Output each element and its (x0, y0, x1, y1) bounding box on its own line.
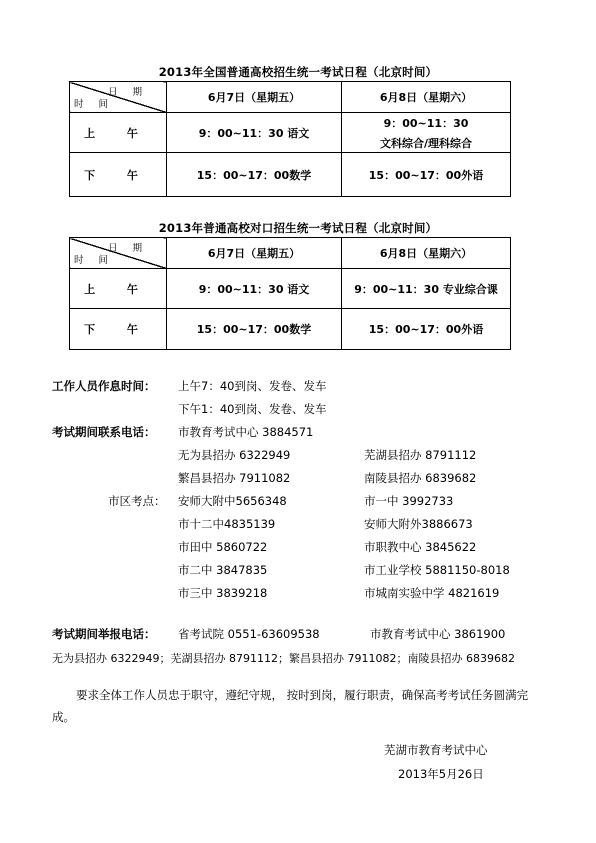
venue-item: 市工业学校 5881150-8018 (364, 563, 510, 577)
schedule1-title: 2013年全国普通高校招生统一考试日程（北京时间） (158, 65, 438, 79)
staff-hours-label: 工作人员作息时间： (52, 379, 156, 393)
schedule1-cell-pm-day2: 15：00~17：00外语 (342, 153, 511, 197)
signature-org: 芜湖市教育考试中心 (384, 743, 488, 757)
contacts-label: 考试期间联系电话： (52, 425, 156, 439)
report-item: 市教育考试中心 3861900 (370, 627, 506, 641)
schedule2-corner-cell (70, 238, 167, 269)
corner-time-label: 时 间 (74, 99, 115, 110)
schedule2-cell-am-day2: 9：00~11：30 专业综合课 (342, 269, 511, 309)
venue-item: 市十二中4835139 (178, 517, 276, 531)
report-county-line: 无为县招办 6322949；芜湖县招办 8791112；繁昌县招办 7911082；南陵县招办 6839682 (52, 652, 515, 665)
schedule1-cell-pm-day1: 15：00~17：00数学 (167, 153, 342, 197)
staff-hours-pm: 下午1：40到岗、发卷、发车 (178, 402, 327, 416)
schedule1-corner-cell (70, 82, 167, 113)
venue-item: 市二中 3847835 (178, 563, 268, 577)
contact-item: 芜湖县招办 8791112 (364, 448, 477, 462)
schedule1-cell-am-day2 (342, 113, 511, 153)
venue-item: 安师大附外3886673 (364, 517, 473, 531)
venue-item: 市三中 3839218 (178, 586, 268, 600)
venue-item: 市城南实验中学 4821619 (364, 586, 500, 600)
schedule1-cell-am-day2-subject: 文科综合/理科综合 (379, 136, 473, 150)
venues-label: 市区考点： (108, 494, 166, 508)
schedule1-col2-header: 6月8日（星期六） (342, 82, 511, 113)
signature-date: 2013年5月26日 (398, 767, 484, 781)
staff-hours-am: 上午7：40到岗、发卷、发车 (178, 379, 327, 393)
corner-date-label: 日 期 (107, 87, 148, 98)
venue-item: 市一中 3992733 (364, 494, 454, 508)
venue-item: 安师大附中5656348 (178, 494, 287, 508)
report-label: 考试期间举报电话： (52, 627, 156, 641)
schedule1-period-am: 上 午 (70, 113, 167, 153)
schedule2-cell-pm-day1: 15：00~17：00数学 (167, 309, 342, 350)
contact-item: 南陵县招办 6839682 (364, 471, 477, 485)
notice-paragraph: 要求全体工作人员忠于职守，遵纪守规， 按时到岗，履行职责，确保高考考试任务圆满完成。 (52, 688, 529, 724)
schedule2-col1-header: 6月7日（星期五） (167, 238, 342, 269)
schedule2-table (69, 237, 511, 350)
schedule1-period-pm: 下 午 (70, 153, 167, 197)
schedule2-title: 2013年普通高校对口招生统一考试日程（北京时间） (158, 221, 438, 235)
schedule2-period-pm: 下 午 (70, 309, 167, 350)
schedule1-col1-header: 6月7日（星期五） (167, 82, 342, 113)
schedule2-period-am: 上 午 (70, 269, 167, 309)
contact-item: 无为县招办 6322949 (178, 448, 291, 462)
schedule2-col2-header: 6月8日（星期六） (342, 238, 511, 269)
contact-item: 繁昌县招办 7911082 (178, 471, 291, 485)
report-item: 省考试院 0551-63609538 (178, 627, 320, 641)
venue-item: 市田中 5860722 (178, 540, 268, 554)
schedule2-cell-pm-day2: 15：00~17：00外语 (342, 309, 511, 350)
schedule1-cell-am-day2-time: 9：00~11：30 (383, 116, 469, 130)
venue-item: 市职教中心 3845622 (364, 540, 477, 554)
contact-item: 市教育考试中心 3884571 (178, 425, 314, 439)
corner-date-label: 日 期 (107, 243, 148, 254)
schedule2-cell-am-day1: 9：00~11：30 语文 (167, 269, 342, 309)
corner-time-label: 时 间 (74, 255, 115, 266)
schedule1-table (69, 81, 511, 197)
schedule1-cell-am-day1: 9：00~11：30 语文 (167, 113, 342, 153)
